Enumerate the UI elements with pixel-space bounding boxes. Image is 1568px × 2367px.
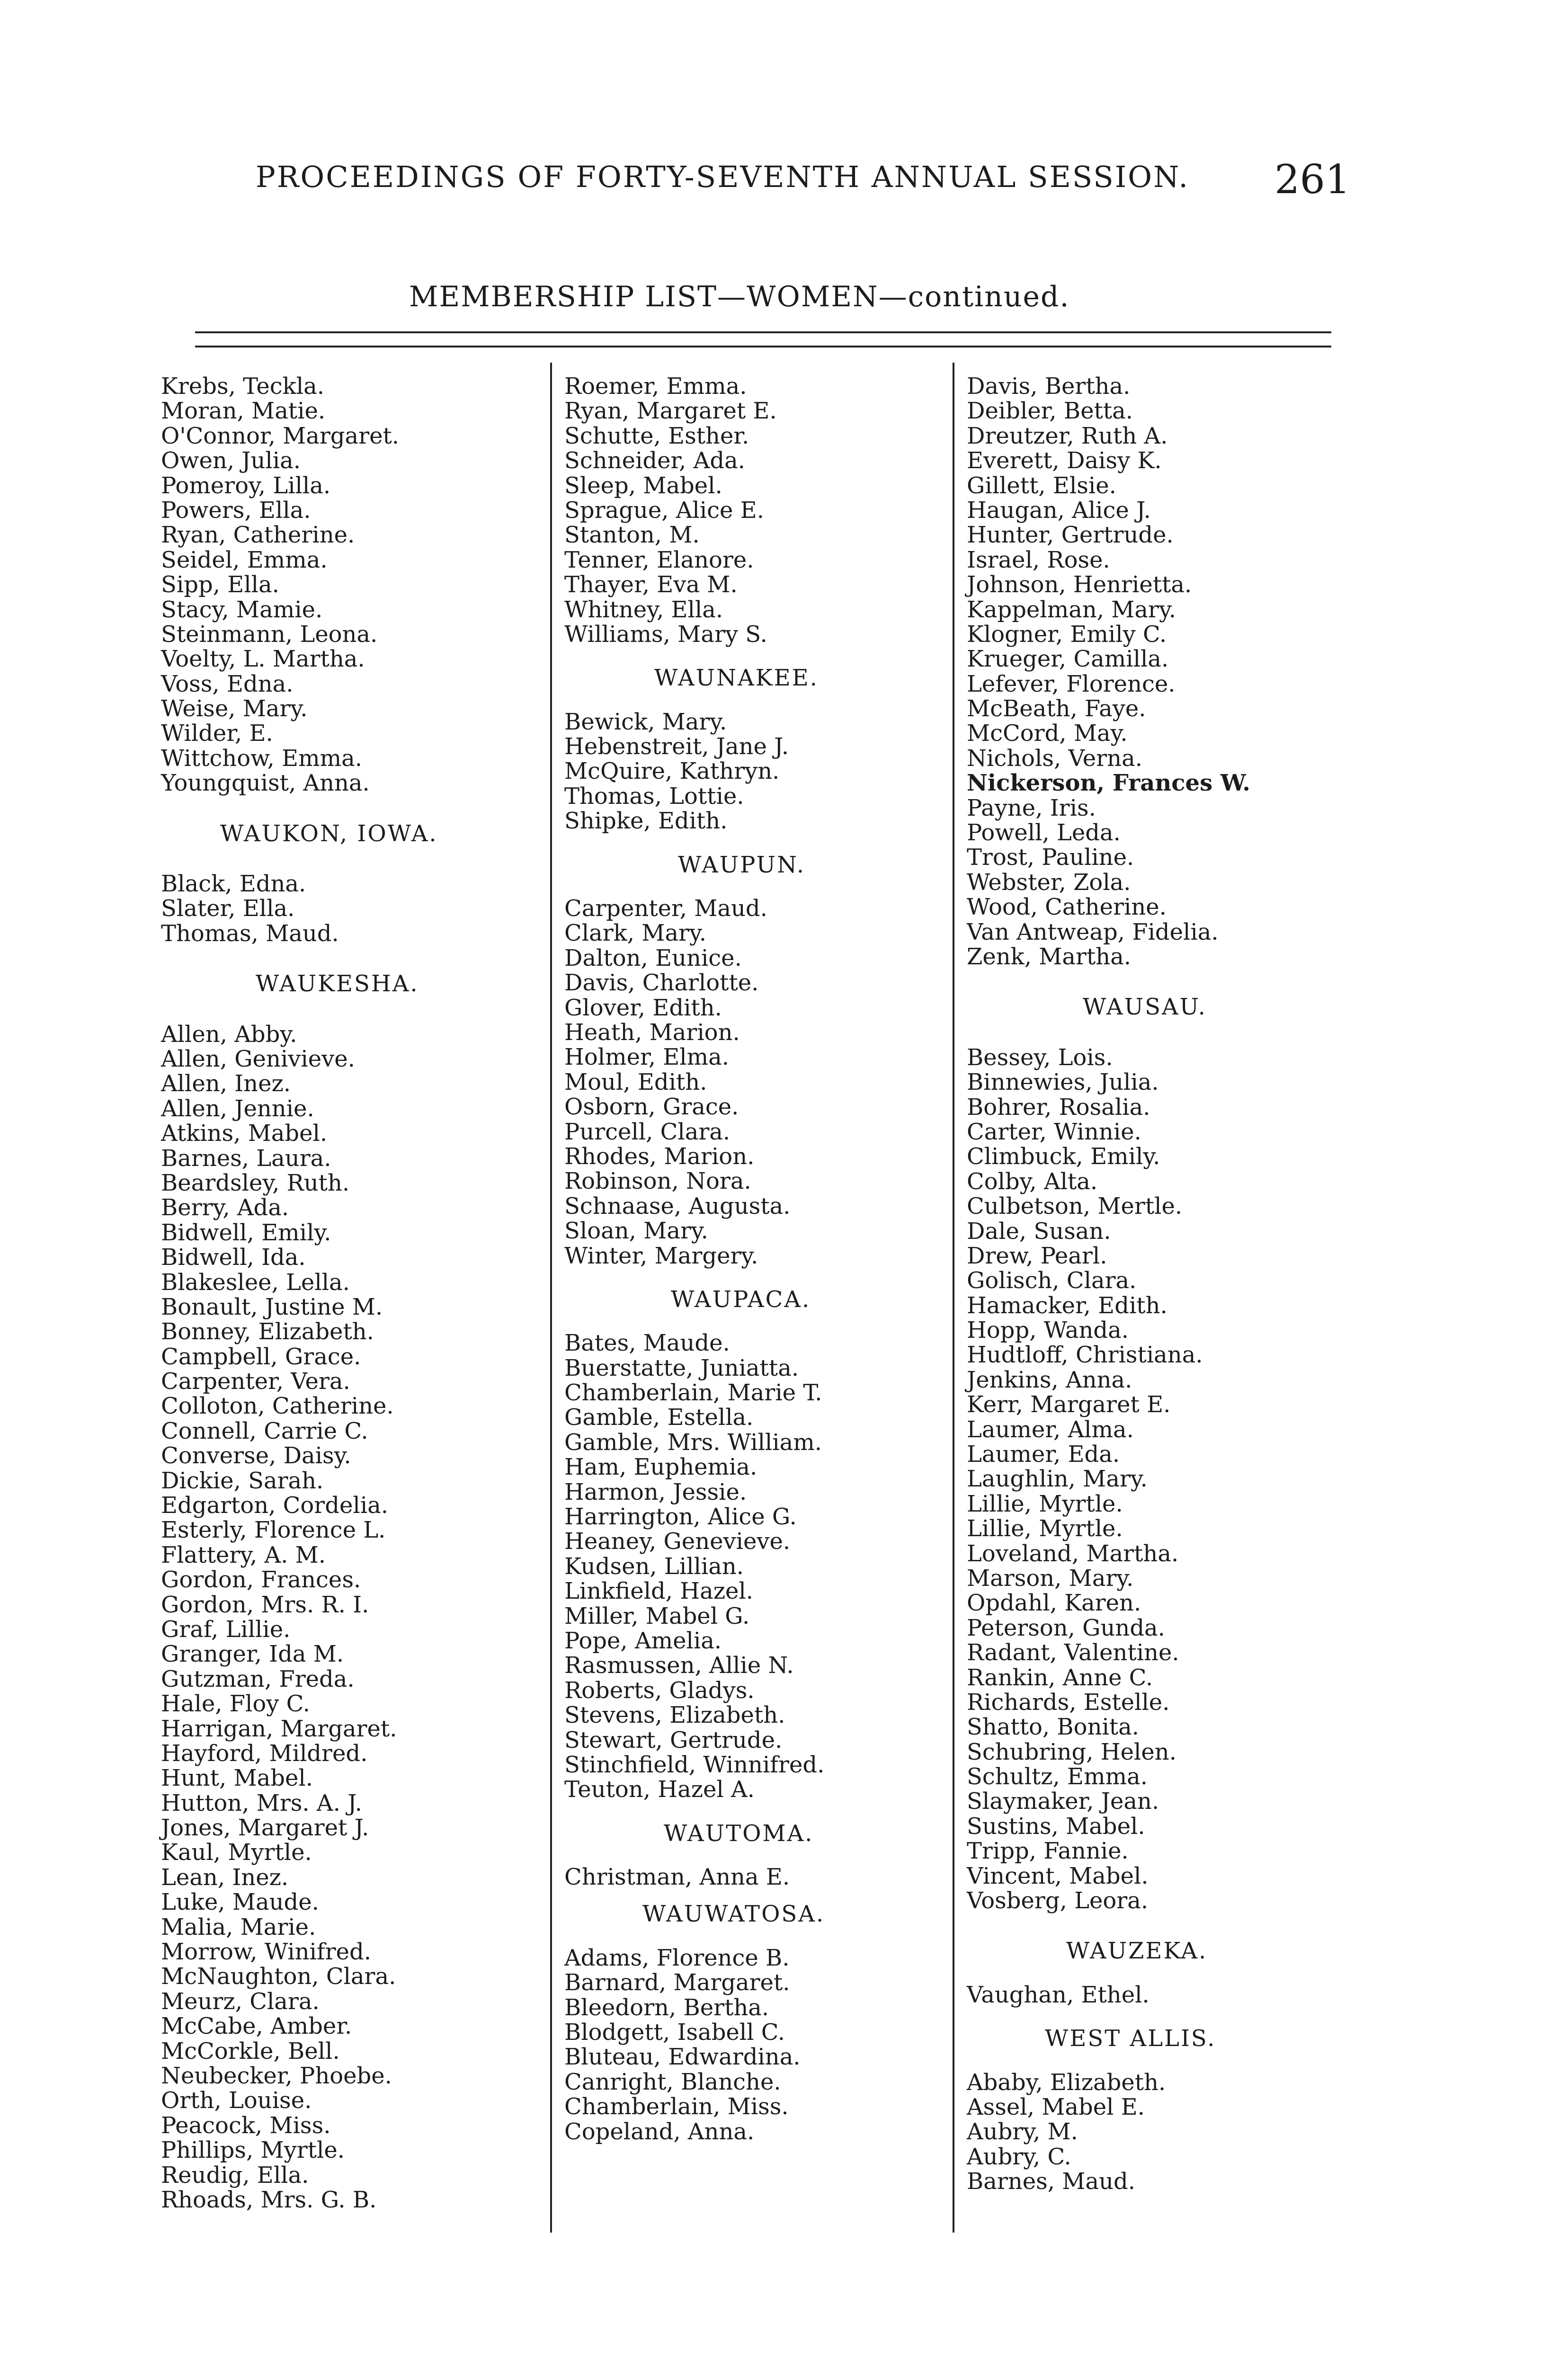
name-entry: Gamble, Estella. (564, 1404, 754, 1431)
name-entry: Allen, Abby. (161, 1021, 297, 1048)
name-entry: Blakeslee, Lella. (161, 1269, 350, 1296)
name-entry: Edgarton, Cordelia. (161, 1492, 388, 1519)
name-entry: Carpenter, Maud. (564, 895, 767, 922)
name-entry: Sustins, Mabel. (967, 1813, 1145, 1840)
section-heading-wausau: WAUSAU. (1083, 994, 1207, 1021)
column-3 (967, 374, 1250, 2194)
name-entry: Tenner, Elanore. (564, 546, 754, 573)
section-heading-waupaca: WAUPACA. (671, 1286, 811, 1313)
name-entry: Gordon, Frances. (161, 1566, 361, 1593)
name-list-waukesha (161, 1022, 438, 2213)
name-entry: Buerstatte, Juniatta. (564, 1354, 799, 1381)
name-entry: Davis, Charlotte. (564, 970, 759, 997)
name-list-waupun (564, 896, 825, 1268)
name-entry: Ham, Euphemia. (564, 1454, 757, 1481)
name-entry: Shatto, Bonita. (967, 1714, 1140, 1741)
section-heading-waunakee: WAUNAKEE. (654, 665, 819, 692)
name-entry: Connell, Carrie C. (161, 1417, 368, 1444)
name-list (161, 374, 438, 796)
name-entry: Miller, Mabel G. (564, 1602, 750, 1629)
name-entry: Campbell, Grace. (161, 1343, 361, 1370)
column-divider-1 (550, 363, 552, 2233)
name-entry: Radant, Valentine. (967, 1639, 1179, 1666)
column-1 (161, 374, 438, 2212)
section-heading-waupun: WAUPUN. (678, 851, 806, 878)
name-entry: Aubry, C. (967, 2143, 1071, 2170)
name-entry: Dalton, Eunice. (564, 944, 742, 971)
name-entry: Phillips, Myrtle. (161, 2137, 345, 2164)
name-entry: Ryan, Catherine. (161, 522, 355, 549)
column-divider-2 (953, 363, 954, 2233)
name-entry: Nickerson, Frances W. (967, 770, 1250, 797)
name-entry: Purcell, Clara. (564, 1118, 731, 1145)
name-entry: Hamacker, Edith. (967, 1292, 1167, 1319)
name-entry: McQuire, Kathryn. (564, 758, 780, 785)
name-entry: Powell, Leda. (967, 819, 1121, 846)
name-entry: McCorkle, Bell. (161, 2038, 340, 2064)
name-entry: Esterly, Florence L. (161, 1517, 386, 1544)
name-list (967, 374, 1250, 969)
name-entry: Sipp, Ella. (161, 571, 279, 598)
name-entry: Laumer, Alma. (967, 1416, 1134, 1443)
name-entry: Schubring, Helen. (967, 1738, 1176, 1765)
name-entry: Binnewies, Julia. (967, 1069, 1159, 1096)
name-entry: Johnson, Henrietta. (967, 571, 1192, 598)
name-entry: Converse, Daisy. (161, 1442, 351, 1469)
name-entry: Stanton, M. (564, 522, 700, 549)
name-list-waukon (161, 872, 438, 946)
name-entry: Teuton, Hazel A. (564, 1776, 755, 1803)
name-entry: Payne, Iris. (967, 794, 1096, 821)
name-entry: Van Antweap, Fidelia. (967, 918, 1219, 945)
name-entry: Harrington, Alice G. (564, 1504, 797, 1531)
name-entry: Berry, Ada. (161, 1194, 289, 1221)
name-entry: Marson, Mary. (967, 1565, 1134, 1592)
name-entry: Kappelman, Mary. (967, 596, 1176, 623)
name-entry: Voelty, L. Martha. (161, 646, 365, 673)
name-entry: Whitney, Ella. (564, 596, 723, 623)
name-entry: Laughlin, Mary. (967, 1466, 1148, 1493)
name-entry: Powers, Ella. (161, 497, 311, 524)
name-entry: Opdahl, Karen. (967, 1590, 1141, 1617)
name-entry: Klogner, Emily C. (967, 621, 1167, 648)
name-entry: Stacy, Mamie. (161, 596, 323, 623)
name-entry: Ryan, Margaret E. (564, 398, 777, 425)
name-entry: Colloton, Catherine. (161, 1393, 394, 1420)
name-entry: Adams, Florence B. (564, 1944, 790, 1971)
section-heading-wauwatosa: WAUWATOSA. (642, 1901, 825, 1928)
name-entry: Tripp, Fannie. (967, 1838, 1129, 1865)
name-entry: Rankin, Anne C. (967, 1664, 1153, 1691)
name-entry: Loveland, Martha. (967, 1540, 1179, 1567)
name-entry: Heath, Marion. (564, 1019, 740, 1046)
name-entry: Peterson, Gunda. (967, 1614, 1165, 1641)
name-entry: Schultz, Emma. (967, 1763, 1148, 1790)
name-entry: Aubry, M. (967, 2118, 1078, 2145)
name-entry: Hunter, Gertrude. (967, 522, 1174, 549)
name-entry: Lillie, Myrtle. (967, 1490, 1123, 1517)
name-entry: Luke, Maude. (161, 1889, 319, 1916)
page-subtitle: MEMBERSHIP LIST—WOMEN—continued. (409, 280, 1070, 313)
name-list (564, 374, 825, 647)
name-entry: Jenkins, Anna. (967, 1366, 1132, 1393)
name-entry: Allen, Jennie. (161, 1095, 314, 1122)
name-entry: Slater, Ella. (161, 895, 295, 922)
name-entry: Bidwell, Emily. (161, 1219, 331, 1246)
name-entry: Culbetson, Mertle. (967, 1193, 1183, 1220)
name-entry: Moran, Matie. (161, 398, 326, 425)
name-entry: Bleedorn, Bertha. (564, 1994, 769, 2021)
name-entry: Roberts, Gladys. (564, 1677, 755, 1704)
name-entry: Colby, Alta. (967, 1168, 1098, 1195)
name-entry: Assel, Mabel E. (967, 2094, 1145, 2120)
name-entry: Lean, Inez. (161, 1864, 289, 1891)
name-entry: Black, Edna. (161, 871, 306, 898)
name-entry: Lillie, Myrtle. (967, 1515, 1123, 1542)
name-entry: Pope, Amelia. (564, 1627, 722, 1654)
name-entry: Barnes, Maud. (967, 2168, 1135, 2195)
name-entry: Hale, Floy C. (161, 1691, 310, 1717)
name-entry: Beardsley, Ruth. (161, 1169, 350, 1196)
name-entry: Reudig, Ella. (161, 2162, 309, 2189)
name-entry: Allen, Genivieve. (161, 1045, 355, 1072)
name-entry: Stevens, Elizabeth. (564, 1702, 785, 1729)
name-entry: Climbuck, Emily. (967, 1143, 1160, 1170)
name-entry: Thomas, Maud. (161, 920, 339, 947)
name-entry: Slaymaker, Jean. (967, 1788, 1159, 1815)
name-entry: Seidel, Emma. (161, 546, 328, 573)
name-entry: Shipke, Edith. (564, 808, 728, 835)
name-entry: Glover, Edith. (564, 994, 722, 1021)
name-entry: Chamberlain, Miss. (564, 2093, 789, 2120)
name-entry: Deibler, Betta. (967, 398, 1133, 425)
name-entry: Jones, Margaret J. (161, 1815, 369, 1842)
name-entry: Laumer, Eda. (967, 1441, 1120, 1468)
section-heading-wauzeka: WAUZEKA. (1066, 1938, 1208, 1965)
section-heading-west-allis: WEST ALLIS. (1045, 2025, 1216, 2052)
name-entry: Kudsen, Lillian. (564, 1553, 744, 1580)
name-entry: Vincent, Mabel. (967, 1862, 1149, 1889)
name-entry: Williams, Mary S. (564, 621, 767, 648)
name-entry: McCord, May. (967, 720, 1128, 747)
name-entry: McNaughton, Clara. (161, 1963, 396, 1990)
name-entry: Haugan, Alice J. (967, 497, 1151, 524)
name-entry: Blodgett, Isabell C. (564, 2019, 785, 2046)
name-entry: Vosberg, Leora. (967, 1887, 1149, 1914)
name-entry: McCabe, Amber. (161, 2013, 352, 2040)
name-entry: Krebs, Teckla. (161, 373, 324, 400)
name-entry: Sprague, Alice E. (564, 497, 764, 524)
name-list-wauzeka (967, 1983, 1250, 2007)
name-entry: Orth, Louise. (161, 2087, 312, 2114)
name-list-waunakee (564, 710, 825, 834)
name-list-west-allis (967, 2070, 1250, 2194)
name-entry: Hudtloff, Christiana. (967, 1342, 1203, 1369)
name-entry: Rasmussen, Allie N. (564, 1652, 794, 1679)
name-entry: Steinmann, Leona. (161, 621, 378, 648)
name-entry: Harrigan, Margaret. (161, 1715, 397, 1742)
name-list-wauwatosa (564, 1946, 825, 2144)
name-entry: Hebenstreit, Jane J. (564, 733, 789, 760)
name-entry: Dreutzer, Ruth A. (967, 422, 1168, 449)
name-entry: Gordon, Mrs. R. I. (161, 1591, 369, 1618)
header-rule-upper (195, 331, 1331, 333)
name-entry: Gutzman, Freda. (161, 1665, 355, 1692)
name-entry: Morrow, Winifred. (161, 1939, 371, 1966)
name-entry: Hayford, Mildred. (161, 1740, 368, 1767)
name-entry: Holmer, Elma. (564, 1044, 729, 1071)
name-entry: Canright, Blanche. (564, 2068, 781, 2095)
name-entry: Youngquist, Anna. (161, 770, 370, 797)
name-entry: Stinchfield, Winnifred. (564, 1751, 825, 1778)
name-entry: Bessey, Lois. (967, 1044, 1113, 1071)
name-entry: Pomeroy, Lilla. (161, 472, 331, 499)
name-entry: Everett, Daisy K. (967, 447, 1162, 474)
name-entry: Gamble, Mrs. William. (564, 1429, 822, 1456)
name-entry: Stewart, Gertrude. (564, 1726, 783, 1753)
name-entry: Trost, Pauline. (967, 844, 1134, 871)
name-entry: Bonault, Justine M. (161, 1293, 383, 1320)
name-entry: Malia, Marie. (161, 1913, 316, 1940)
name-entry: Roemer, Emma. (564, 373, 747, 400)
name-entry: Golisch, Clara. (967, 1267, 1137, 1294)
name-entry: Kerr, Margaret E. (967, 1391, 1171, 1418)
name-entry: Schnaase, Augusta. (564, 1192, 791, 1219)
name-entry: Clark, Mary. (564, 920, 706, 947)
name-entry: Granger, Ida M. (161, 1641, 344, 1668)
name-entry: Schutte, Esther. (564, 422, 749, 449)
name-entry: Hopp, Wanda. (967, 1317, 1129, 1344)
name-entry: Voss, Edna. (161, 670, 294, 697)
name-entry: Linkfield, Hazel. (564, 1578, 754, 1605)
name-entry: Graf, Lillie. (161, 1616, 291, 1643)
section-heading-waukon: WAUKON, IOWA. (220, 820, 438, 847)
name-entry: O'Connor, Margaret. (161, 422, 400, 449)
section-heading-waukesha: WAUKESHA. (256, 970, 419, 997)
name-entry: Barnard, Margaret. (564, 1969, 790, 1996)
name-entry: Bohrer, Rosalia. (967, 1094, 1150, 1121)
name-entry: Moul, Edith. (564, 1068, 707, 1095)
name-entry: Wilder, E. (161, 720, 273, 747)
name-entry: Barnes, Laura. (161, 1145, 331, 1172)
name-entry: Ababy, Elizabeth. (967, 2069, 1166, 2096)
page-number: 261 (1274, 156, 1351, 203)
name-entry: Bewick, Mary. (564, 708, 727, 735)
name-entry: Davis, Bertha. (967, 373, 1131, 400)
name-entry: Osborn, Grace. (564, 1094, 739, 1121)
name-entry: Bonney, Elizabeth. (161, 1318, 374, 1345)
name-entry: Peacock, Miss. (161, 2112, 331, 2139)
name-entry: Christman, Anna E. (564, 1864, 790, 1891)
name-entry: Wittchow, Emma. (161, 745, 362, 772)
section-heading-wautoma: WAUTOMA. (664, 1820, 814, 1847)
name-entry: Rhoads, Mrs. G. B. (161, 2186, 377, 2213)
name-entry: Hutton, Mrs. A. J. (161, 1789, 362, 1816)
name-entry: Israel, Rose. (967, 546, 1110, 573)
name-entry: Winter, Margery. (564, 1242, 758, 1269)
name-entry: Kaul, Myrtle. (161, 1839, 312, 1866)
name-entry: Nichols, Verna. (967, 745, 1142, 772)
name-entry: Dale, Susan. (967, 1218, 1111, 1245)
name-entry: Bluteau, Edwardina. (564, 2044, 801, 2071)
page-header-title: PROCEEDINGS OF FORTY-SEVENTH ANNUAL SESSION. (256, 160, 1190, 194)
name-entry: Gillett, Elsie. (967, 472, 1116, 499)
name-entry: Chamberlain, Marie T. (564, 1379, 822, 1406)
name-entry: Rhodes, Marion. (564, 1143, 755, 1170)
name-entry: Schneider, Ada. (564, 447, 745, 474)
name-list-wautoma (564, 1865, 825, 1889)
name-list-waupaca (564, 1331, 825, 1802)
name-entry: Robinson, Nora. (564, 1168, 751, 1195)
name-entry: Lefever, Florence. (967, 670, 1176, 697)
name-entry: Webster, Zola. (967, 869, 1131, 896)
name-entry: Heaney, Genevieve. (564, 1528, 791, 1555)
name-entry: Richards, Estelle. (967, 1689, 1170, 1716)
name-entry: Flattery, A. M. (161, 1541, 326, 1568)
name-list-wausau (967, 1045, 1250, 1913)
name-entry: Meurz, Clara. (161, 1988, 320, 2015)
name-entry: Neubecker, Phoebe. (161, 2063, 392, 2089)
name-entry: Carpenter, Vera. (161, 1368, 350, 1395)
name-entry: Carter, Winnie. (967, 1118, 1141, 1145)
name-entry: Dickie, Sarah. (161, 1467, 324, 1494)
name-entry: McBeath, Faye. (967, 695, 1146, 722)
name-entry: Hunt, Mabel. (161, 1765, 313, 1792)
name-entry: Owen, Julia. (161, 447, 301, 474)
name-entry: Thayer, Eva M. (564, 571, 738, 598)
name-entry: Copeland, Anna. (564, 2118, 755, 2145)
column-2 (564, 374, 825, 2144)
name-entry: Drew, Pearl. (967, 1242, 1107, 1269)
header-rule-lower (195, 346, 1331, 347)
name-entry: Allen, Inez. (161, 1070, 291, 1097)
name-entry: Krueger, Camilla. (967, 646, 1169, 673)
name-entry: Vaughan, Ethel. (967, 1981, 1149, 2008)
name-entry: Sleep, Mabel. (564, 472, 722, 499)
name-entry: Bidwell, Ida. (161, 1244, 306, 1271)
name-entry: Atkins, Mabel. (161, 1120, 328, 1147)
name-entry: Wood, Catherine. (967, 894, 1167, 921)
name-entry: Bates, Maude. (564, 1330, 730, 1357)
name-entry: Zenk, Martha. (967, 943, 1131, 970)
name-entry: Sloan, Mary. (564, 1218, 708, 1245)
name-entry: Weise, Mary. (161, 695, 308, 722)
name-entry: Thomas, Lottie. (564, 783, 744, 810)
name-entry: Harmon, Jessie. (564, 1478, 747, 1505)
